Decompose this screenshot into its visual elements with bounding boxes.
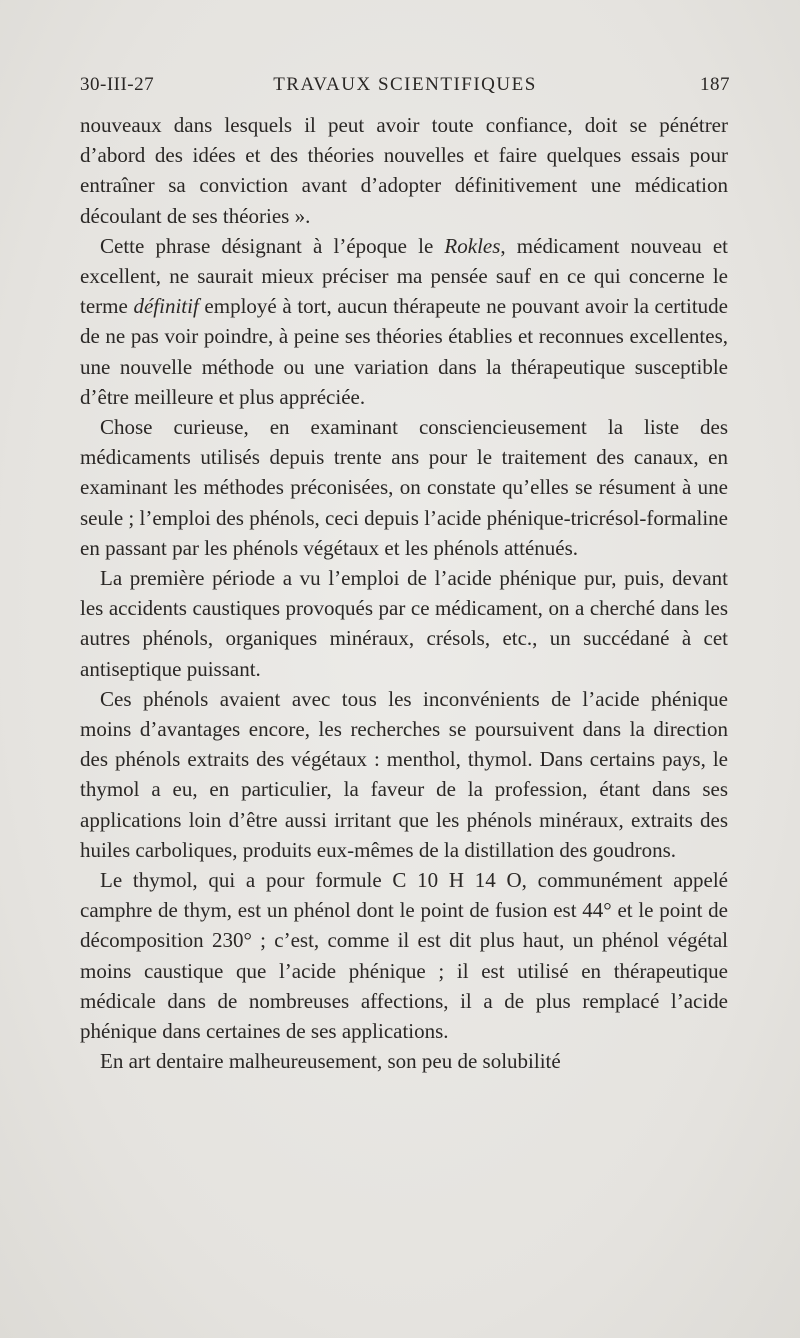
paragraph-rokles-part3: employé à tort, aucun thérapeute ne pouvant avoir la certitude de ne pas voir poindre, à peine ses théories établies et reconnues excellentes, une nouvelle méthode ou une variation dans la thérapeutique susceptible d’être meilleure et plus appréciée. [80, 294, 728, 409]
paragraph-continuation: nouveaux dans lesquels il peut avoir toute confiance, doit se pénétrer d’abord des idées et des théories nouvelles et faire quelques essais pour entraîner sa conviction avant d’adopter définitivement une médication découlant de ses théories ». [80, 113, 728, 228]
paragraph-rokles [80, 231, 728, 412]
paragraph-rokles-part2: , médicament nouveau et excellent, ne saurait mieux préciser ma pensée sauf en ce qui concerne le terme [80, 233, 729, 319]
term-definitif: définitif [133, 294, 199, 319]
header-date: 30-III-27 [80, 74, 155, 95]
running-head [80, 74, 730, 104]
paragraph-vegetal-phenols: Ces phénols avaient avec tous les inconvénients de l’acide phénique moins d’avantages encore, les recherches se poursuivent dans la direction des phénols extraits des végétaux : menthol, thymol. Dans certains pays, le thymol a eu, en particulier, la faveur de la profession, étant dans ses applications loin d’être aussi irritant que les phénols minéraux, extraits des huiles carboliques, produits eux-mêmes de la distillation des goudrons. [80, 686, 728, 862]
paragraph-thymol: Le thymol, qui a pour formule C 10 H 14 O, communément appelé camphre de thym, est un phénol dont le point de fusion est 44° et le point de décomposition 230° ; c’est, comme il est dit plus haut, un phénol végétal moins caustique que l’acide phénique ; il est utilisé en thérapeutique médicale dans de nombreuses affections, il a de plus remplacé l’acide phénique dans certaines de ses applications. [80, 868, 728, 1044]
page-number: 187 [700, 74, 730, 95]
term-rokles: Rokles [444, 233, 501, 258]
header-title: TRAVAUX SCIENTIFIQUES [273, 74, 537, 95]
paragraph-first-period: La première période a vu l’emploi de l’acide phénique pur, puis, devant les accidents caustiques provoqués par ce médicament, on a cherché dans les autres phénols, organiques minéraux, crésols, etc., un succédané à cet antiseptique puissant. [80, 566, 728, 681]
body-text [80, 110, 728, 1077]
paragraph-rokles-part1: Cette phrase désignant à l’époque le [100, 233, 445, 258]
paragraph-dental-art: En art dentaire malheureusement, son peu de solubilité [100, 1049, 561, 1074]
paragraph-phenols-list: Chose curieuse, en examinant consciencieusement la liste des médicaments utilisés depuis trente ans pour le traitement des canaux, en examinant les méthodes préconisées, on constate qu’elles se résument à une seule ; l’emploi des phénols, ceci depuis l’acide phénique-tricrésol-formaline en passant par les phénols végétaux et les phénols atténués. [80, 415, 728, 560]
